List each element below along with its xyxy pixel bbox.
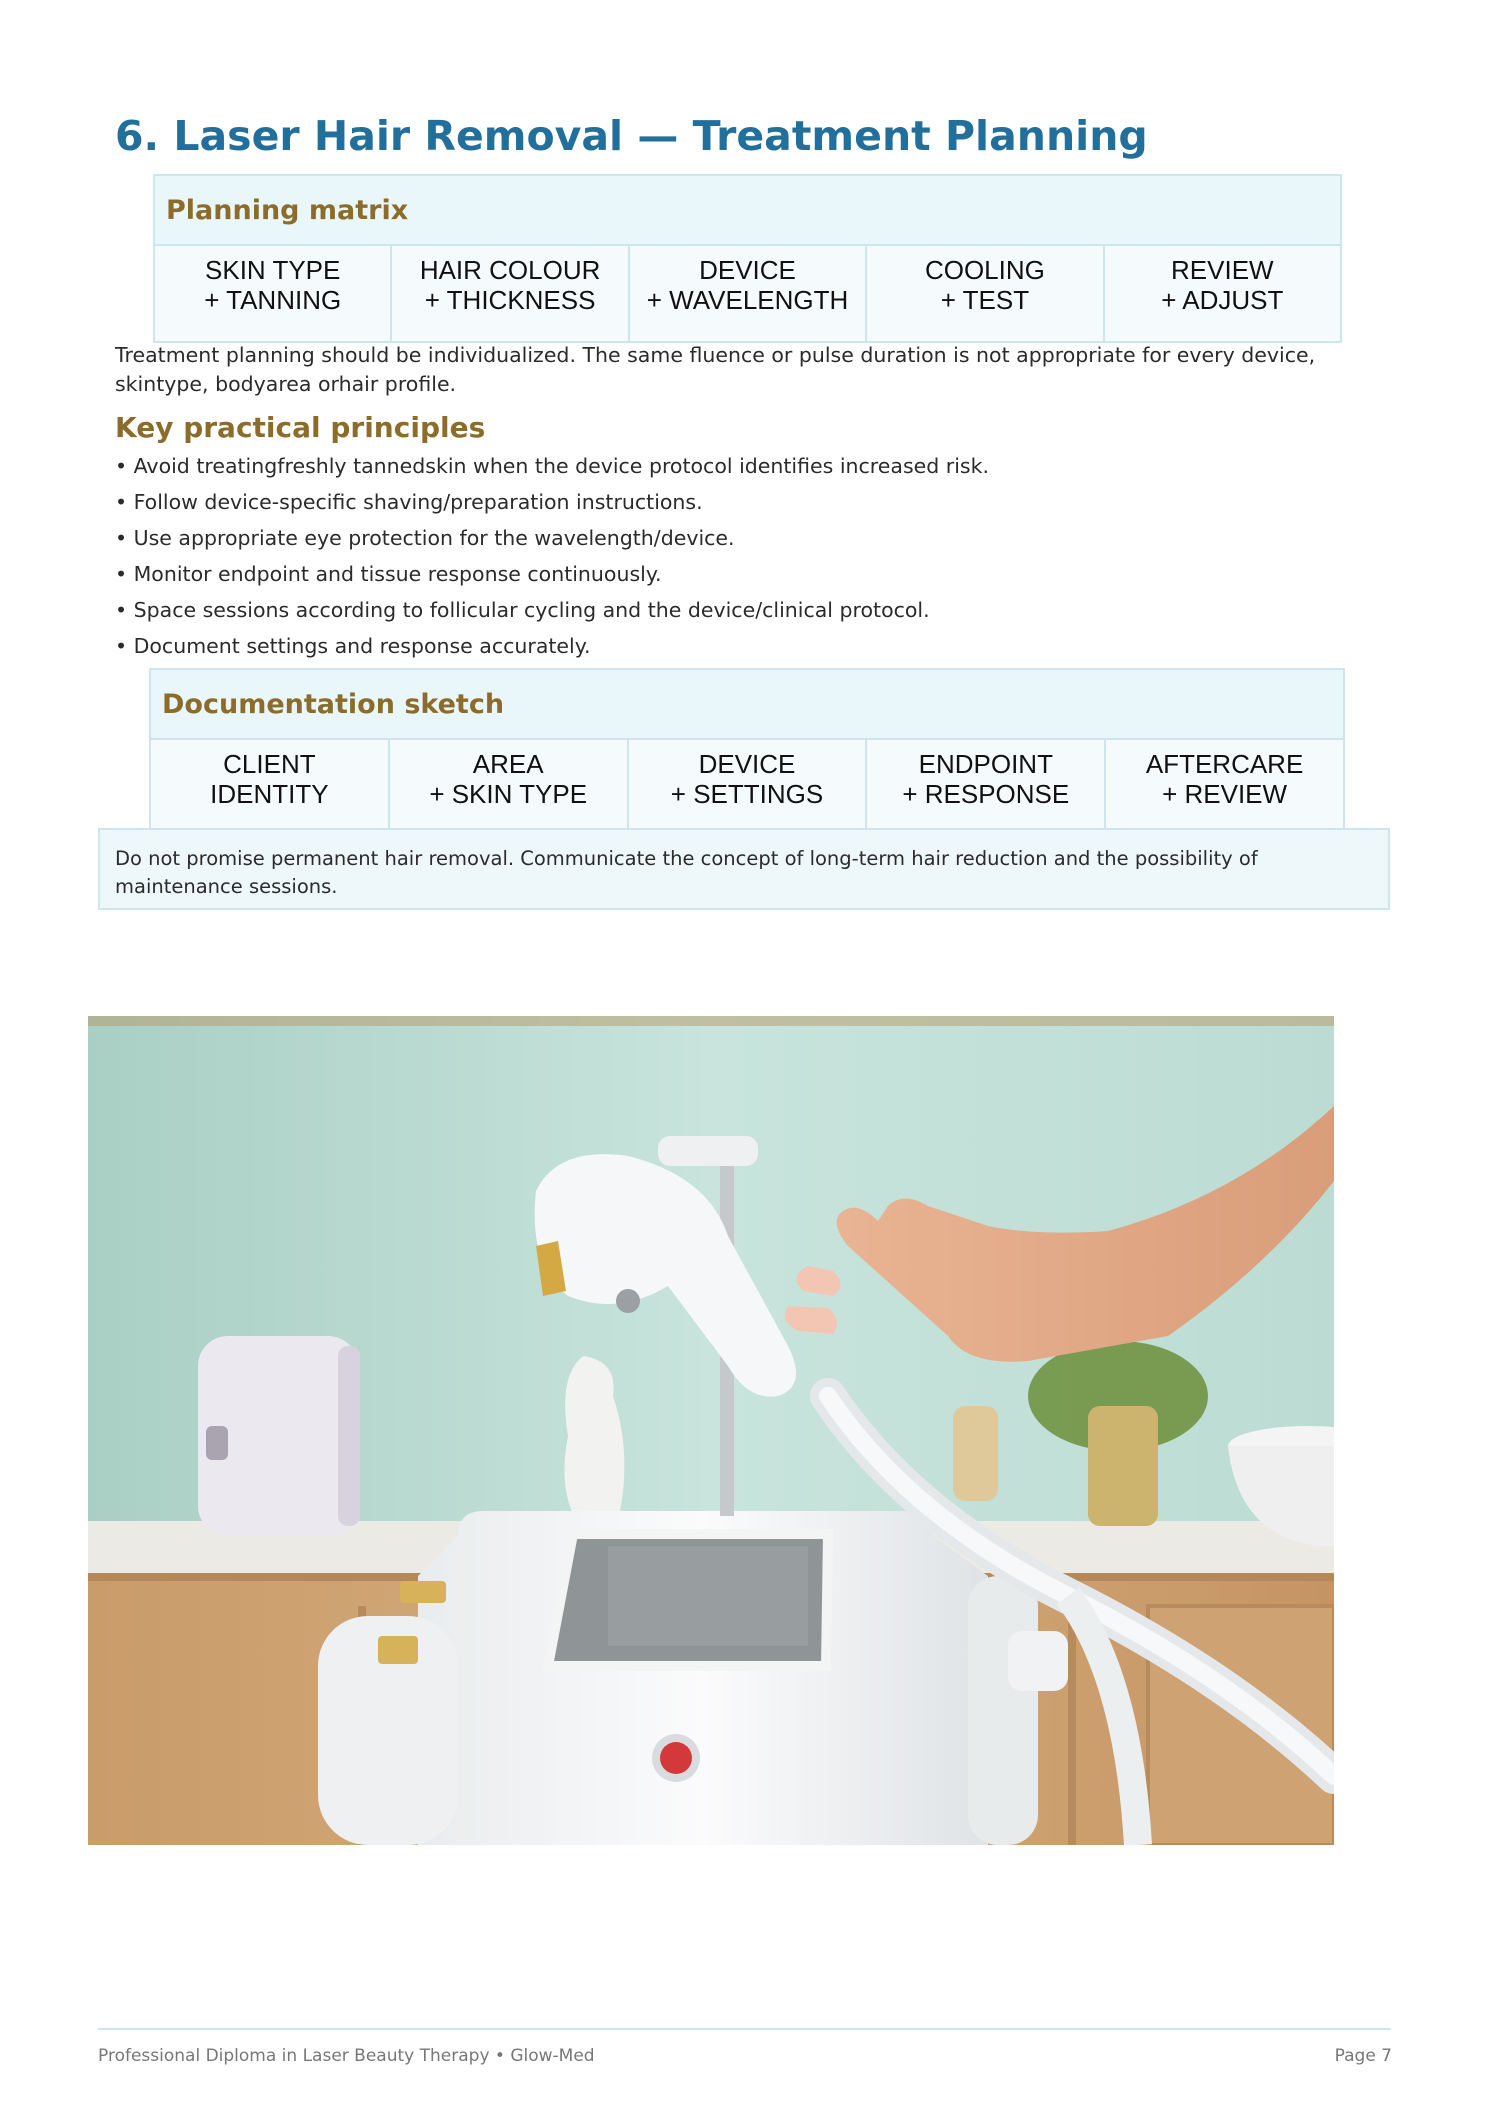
principle-item: • Use appropriate eye protection for the wavelength/device. (115, 526, 735, 550)
footer-divider (98, 2028, 1391, 2030)
documentation-sketch (149, 668, 1345, 830)
planning-cell-skin-type: SKIN TYPE + TANNING (155, 246, 392, 341)
planning-cell-review: REVIEW + ADJUST (1161, 255, 1284, 315)
doc-cell-endpoint: ENDPOINT + RESPONSE (867, 740, 1106, 828)
planning-matrix (153, 174, 1342, 343)
planning-cell-device: DEVICE + WAVELENGTH (630, 246, 867, 341)
planning-cell-hair-colour: HAIR COLOUR + THICKNESS (392, 246, 629, 341)
doc-cell-aftercare: AFTERCARE + REVIEW (1145, 749, 1304, 809)
principle-item: • Document settings and response accurately. (115, 634, 591, 658)
page-title: 6. Laser Hair Removal — Treatment Planning (115, 112, 1148, 160)
footer-page-number: Page 7 (1334, 2046, 1392, 2066)
laser-device-photo (88, 1016, 1334, 1845)
doc-cell-client-identity: CLIENT IDENTITY (151, 740, 390, 828)
note-box: Do not promise permanent hair removal. Communicate the concept of long-term hair reduction and the possibility of maintenance sessions. (98, 828, 1390, 910)
planning-matrix-heading: Planning matrix (155, 176, 1340, 246)
principle-item: • Avoid treatingfreshly tannedskin when the device protocol identifies increased risk. (115, 454, 989, 478)
planning-cell-cooling: COOLING + TEST (867, 246, 1104, 341)
principle-item: • Follow device-specific shaving/preparation instructions. (115, 490, 703, 514)
documentation-sketch-heading: Documentation sketch (151, 670, 1343, 740)
planning-matrix-row (155, 246, 1340, 341)
principles-heading: Key practical principles (115, 411, 486, 444)
principle-item: • Monitor endpoint and tissue response continuously. (115, 562, 662, 586)
principles-list (115, 452, 989, 668)
doc-cell-area: AREA + SKIN TYPE (390, 740, 629, 828)
principle-item: • Space sessions according to follicular cycling and the device/clinical protocol. (115, 598, 930, 622)
doc-cell-device: DEVICE + SETTINGS (629, 740, 868, 828)
footer-course-title: Professional Diploma in Laser Beauty Therapy • Glow-Med (98, 2046, 595, 2066)
intro-paragraph: Treatment planning should be individualized. The same fluence or pulse duration is not appropriate for every device, skintype, bodyarea orhair profile. (115, 343, 1316, 396)
documentation-sketch-row (151, 740, 1343, 828)
